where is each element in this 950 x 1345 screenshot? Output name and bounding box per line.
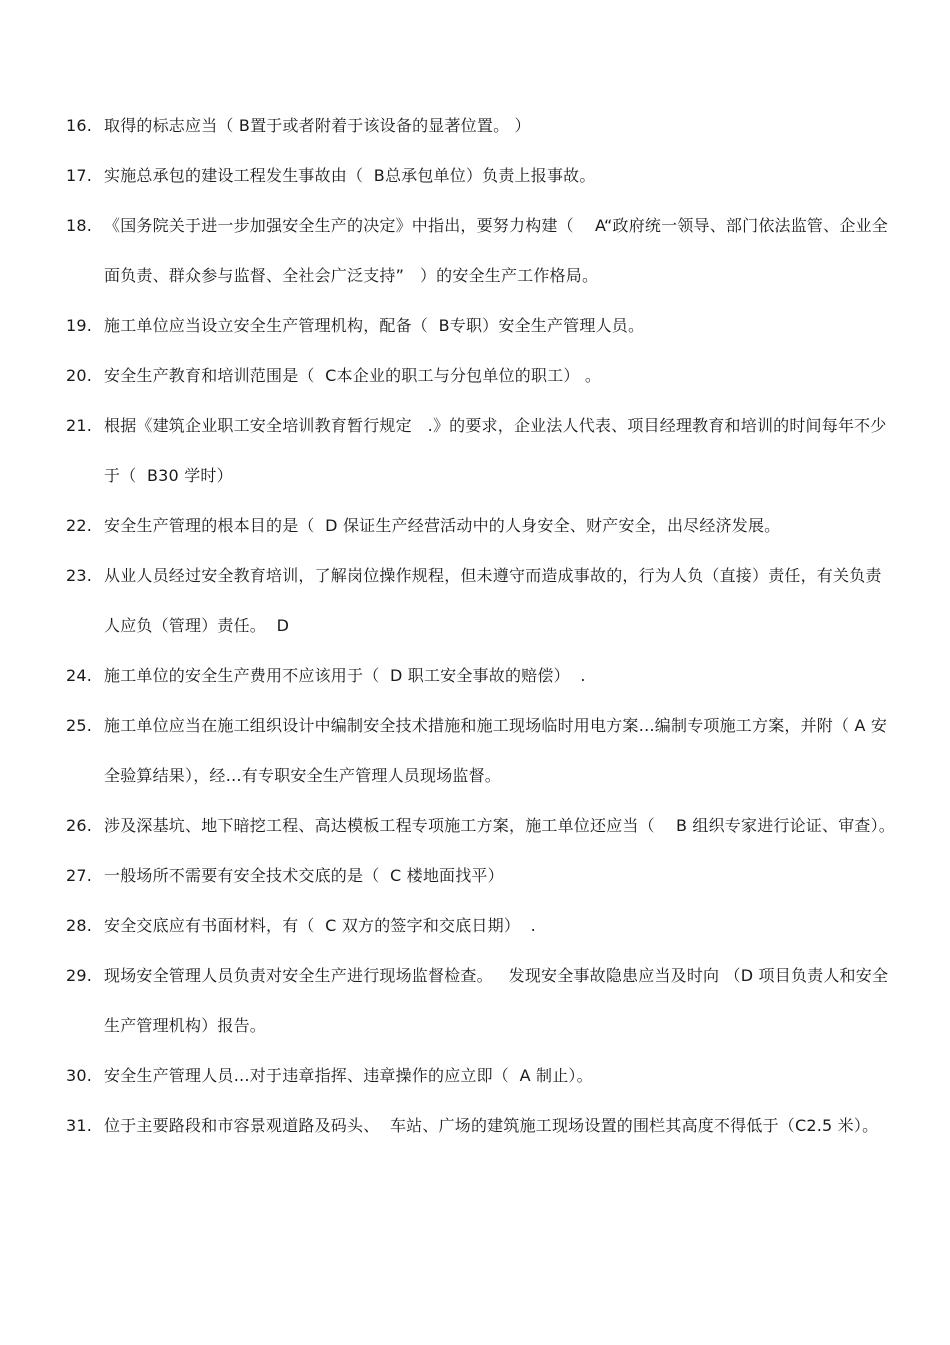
question-text: 安全交底应有书面材料，有（ C 双方的签字和交底日期） . <box>104 916 536 935</box>
question-text: 安全生产管理的根本目的是（ D 保证生产经营活动中的人身安全、财产安全，出尽经济发展。 <box>104 516 781 535</box>
question-number: 28. <box>66 916 93 935</box>
question-text: 一般场所不需要有安全技术交底的是（ C 楼地面找平） <box>104 866 504 885</box>
question-number: 16. <box>66 116 93 135</box>
question-text: 从业人员经过安全教育培训，了解岗位操作规程，但未遵守而造成事故的，行为人负（直接）责任，有关负责人应负（管理）责任。 D <box>104 566 882 635</box>
question-item <box>66 151 896 201</box>
question-text: 施工单位应当设立安全生产管理机构，配备（ B专职）安全生产管理人员。 <box>104 316 645 335</box>
question-item <box>66 401 896 501</box>
question-item <box>66 801 896 851</box>
question-item <box>66 101 896 151</box>
question-item <box>66 951 896 1051</box>
question-number: 27. <box>66 866 93 885</box>
question-number: 25. <box>66 716 93 735</box>
question-item <box>66 351 896 401</box>
question-text: 施工单位应当在施工组织设计中编制安全技术措施和施工现场临时用电方案…编制专项施工方案，并附（ A 安全验算结果），经…有专职安全生产管理人员现场监督。 <box>104 716 888 785</box>
question-number: 21. <box>66 416 93 435</box>
question-text: 安全生产教育和培训范围是（ C本企业的职工与分包单位的职工） 。 <box>104 366 602 385</box>
question-text: 位于主要路段和市容景观道路及码头、 车站、广场的建筑施工现场设置的围栏其高度不得低于（C2.5 米）。 <box>104 1116 879 1135</box>
question-number: 18. <box>66 216 93 235</box>
question-item <box>66 201 896 301</box>
question-item <box>66 501 896 551</box>
question-number: 20. <box>66 366 93 385</box>
question-text: 施工单位的安全生产费用不应该用于（ D 职工安全事故的赔偿） . <box>104 666 586 685</box>
question-item <box>66 301 896 351</box>
question-item <box>66 701 896 801</box>
question-list <box>66 101 896 1151</box>
question-number: 19. <box>66 316 93 335</box>
question-number: 24. <box>66 666 93 685</box>
question-number: 30. <box>66 1066 93 1085</box>
question-number: 26. <box>66 816 93 835</box>
question-number: 31. <box>66 1116 93 1135</box>
question-number: 23. <box>66 566 93 585</box>
question-text: 现场安全管理人员负责对安全生产进行现场监督检查。 发现安全事故隐患应当及时向 （D 项目负责人和安全生产管理机构）报告。 <box>104 966 889 1035</box>
question-text: 《国务院关于进一步加强安全生产的决定》中指出，要努力构建（ A“政府统一领导、部门依法监管、企业全面负责、群众参与监督、全社会广泛支持” ）的安全生产工作格局。 <box>104 216 888 285</box>
question-text: 安全生产管理人员…对于违章指挥、违章操作的应立即（ A 制止）。 <box>104 1066 593 1085</box>
question-text: 实施总承包的建设工程发生事故由（ B总承包单位）负责上报事故。 <box>104 166 596 185</box>
question-text: 涉及深基坑、地下暗挖工程、高达模板工程专项施工方案，施工单位还应当（ B 组织专家进行论证、审查）。 <box>104 816 896 835</box>
question-number: 22. <box>66 516 93 535</box>
question-item <box>66 901 896 951</box>
question-number: 17. <box>66 166 93 185</box>
question-text: 根据《建筑企业职工安全培训教育暂行规定 .》的要求，企业法人代表、项目经理教育和培训的时间每年不少于（ B30 学时） <box>104 416 887 485</box>
question-item <box>66 651 896 701</box>
question-text: 取得的标志应当（ B置于或者附着于该设备的显著位置。 ） <box>104 116 531 135</box>
question-item <box>66 851 896 901</box>
question-number: 29. <box>66 966 93 985</box>
question-item <box>66 1101 896 1151</box>
question-item <box>66 551 896 651</box>
question-item <box>66 1051 896 1101</box>
